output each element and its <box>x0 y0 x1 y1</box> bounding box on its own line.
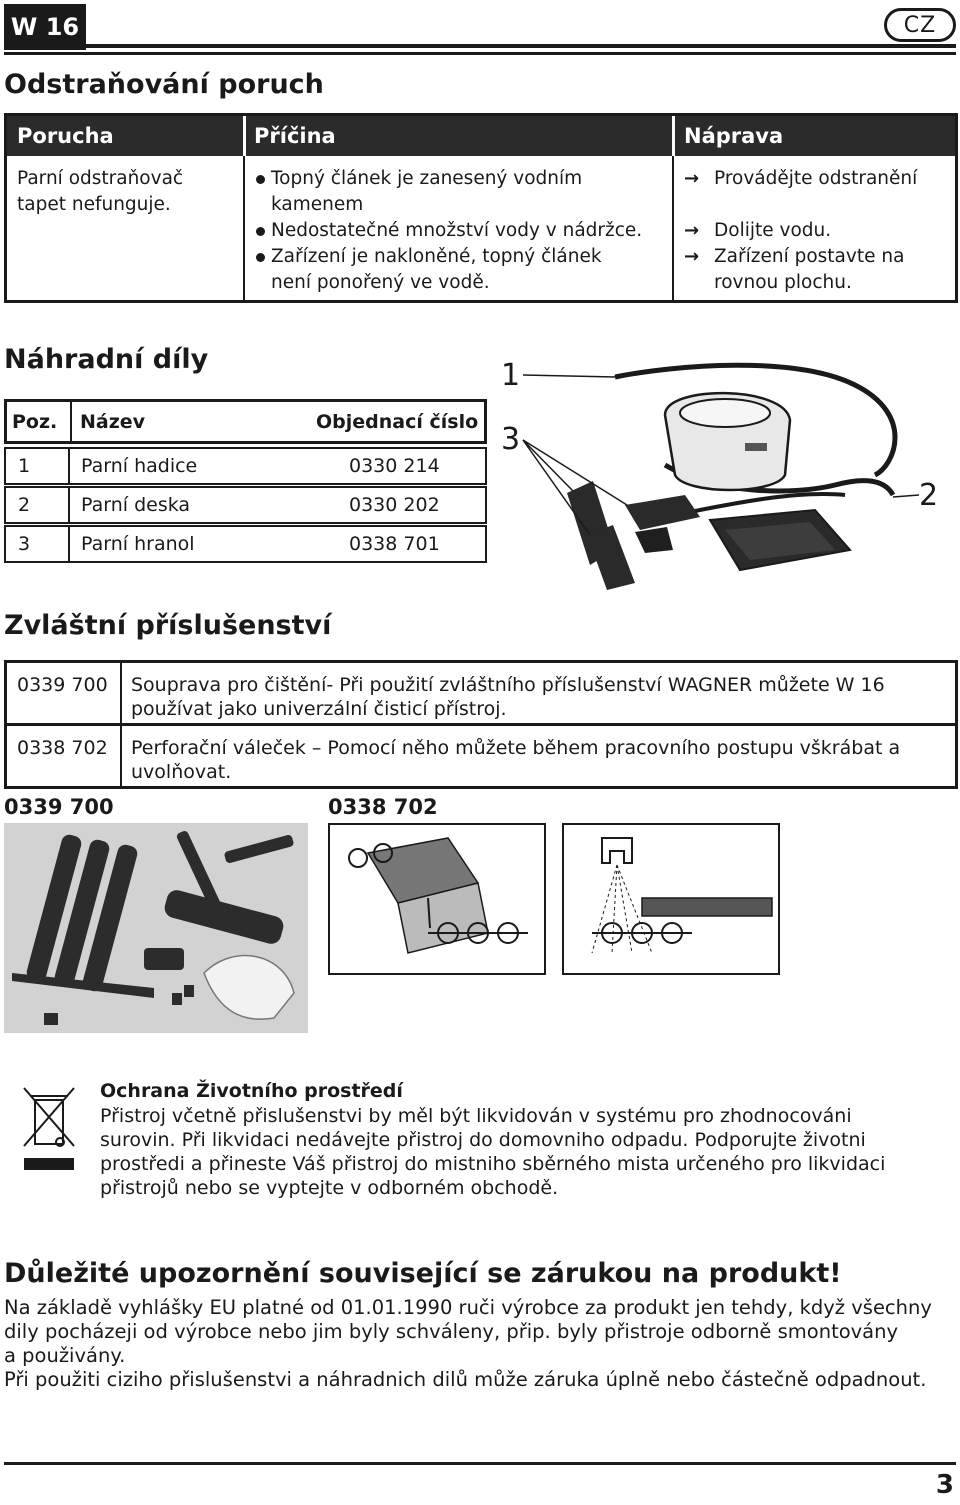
troubleshooting-table <box>4 113 958 303</box>
cause-cell <box>245 156 672 300</box>
accessory-row <box>4 723 958 789</box>
col-header-remedy: Náprava <box>674 116 955 156</box>
footer-rule <box>4 1462 956 1465</box>
accessory-desc: Souprava pro čištění- Při použití zvláštního příslušenství WAGNER můžete W 16 používat jako univerzální čisticí přístroj. <box>131 674 885 720</box>
col-header-name: Název <box>80 411 146 433</box>
col-header-pos: Poz. <box>12 411 58 433</box>
callout-3: 3 <box>501 422 521 457</box>
header-rule <box>86 44 956 48</box>
spare-parts-header <box>4 399 487 444</box>
roller-label: 0338 702 <box>328 795 438 819</box>
roller-drawing-1 <box>328 823 546 975</box>
remedy-item: → Dolijte vodu. <box>684 218 947 244</box>
warranty-title: Důležité upozornění související se zárukou na produkt! <box>4 1258 842 1289</box>
steamer-illustration <box>495 345 957 595</box>
accessory-code: 0339 700 <box>17 674 108 696</box>
kit-label: 0339 700 <box>4 795 114 819</box>
col-header-problem: Porucha <box>7 116 244 156</box>
col-header-cause: Příčina <box>244 116 674 156</box>
remedy-cell <box>674 156 955 300</box>
weee-bin-icon <box>20 1082 78 1174</box>
remedy-item: → Provádějte odstranění <box>684 166 947 218</box>
accessory-desc: Perforační váleček – Pomocí něho můžete během pracovního postupu vškrábat a uvolňovat. <box>131 737 901 783</box>
header-rule-lower <box>4 52 956 55</box>
col-header-number: Objednací číslo <box>316 411 479 433</box>
environment-text: Přistroj včetně přislušenstvi by měl být likvidován v systému pro zhodnocováni surovin. Při likvidaci nedávejte přistroj do domovniho odpadu. Podporujte životni prostředi a přineste Váš přistroj do mistniho sběrného mista určeného pro likvidaci přistrojů nebo se vyptejte v odborném obchodě. <box>100 1105 886 1199</box>
problem-cell: Parní odstraňovač tapet nefunguje. <box>17 168 184 215</box>
page-number: 3 <box>935 1470 954 1500</box>
cause-item: Zařízení je nakloněné, topný článek není ponořený ve vodě. <box>255 244 664 296</box>
model-badge: W 16 <box>4 4 86 50</box>
callout-1: 1 <box>501 358 521 393</box>
roller-drawing-2 <box>562 823 780 975</box>
language-badge: CZ <box>884 8 956 42</box>
spare-part-row: 1 Parní hadice 0330 214 <box>4 447 487 485</box>
warranty-text: Na základě vyhlášky EU platné od 01.01.1990 ruči výrobce za produkt jen tehdy, když všechny dily pocházeji od výrobce nebo jim byly schváleny, přip. byly přistroje odborně smontovány a použivány. Při použiti ciziho přislušenstvi a náhradnich dilů může záruka úplně nebo částečně odpadnout. <box>4 1296 932 1391</box>
troubleshooting-title: Odstraňování poruch <box>4 69 324 100</box>
cleaning-kit-photo <box>4 823 308 1033</box>
remedy-item: → Zařízení postavte na rovnou plochu. <box>684 244 947 296</box>
environment-title: Ochrana Životního prostředí <box>100 1080 403 1102</box>
accessories-title: Zvláštní příslušenství <box>4 610 332 641</box>
spare-part-row: 2 Parní deska 0330 202 <box>4 486 487 524</box>
spare-part-row: 3 Parní hranol 0338 701 <box>4 525 487 563</box>
spare-parts-title: Náhradní díly <box>4 344 209 375</box>
accessory-row <box>4 660 958 726</box>
callout-2: 2 <box>919 478 939 513</box>
cause-item: Topný článek je zanesený vodním kamenem <box>255 166 664 218</box>
accessory-code: 0338 702 <box>17 737 108 759</box>
cause-item: Nedostatečné množství vody v nádržce. <box>255 218 664 244</box>
